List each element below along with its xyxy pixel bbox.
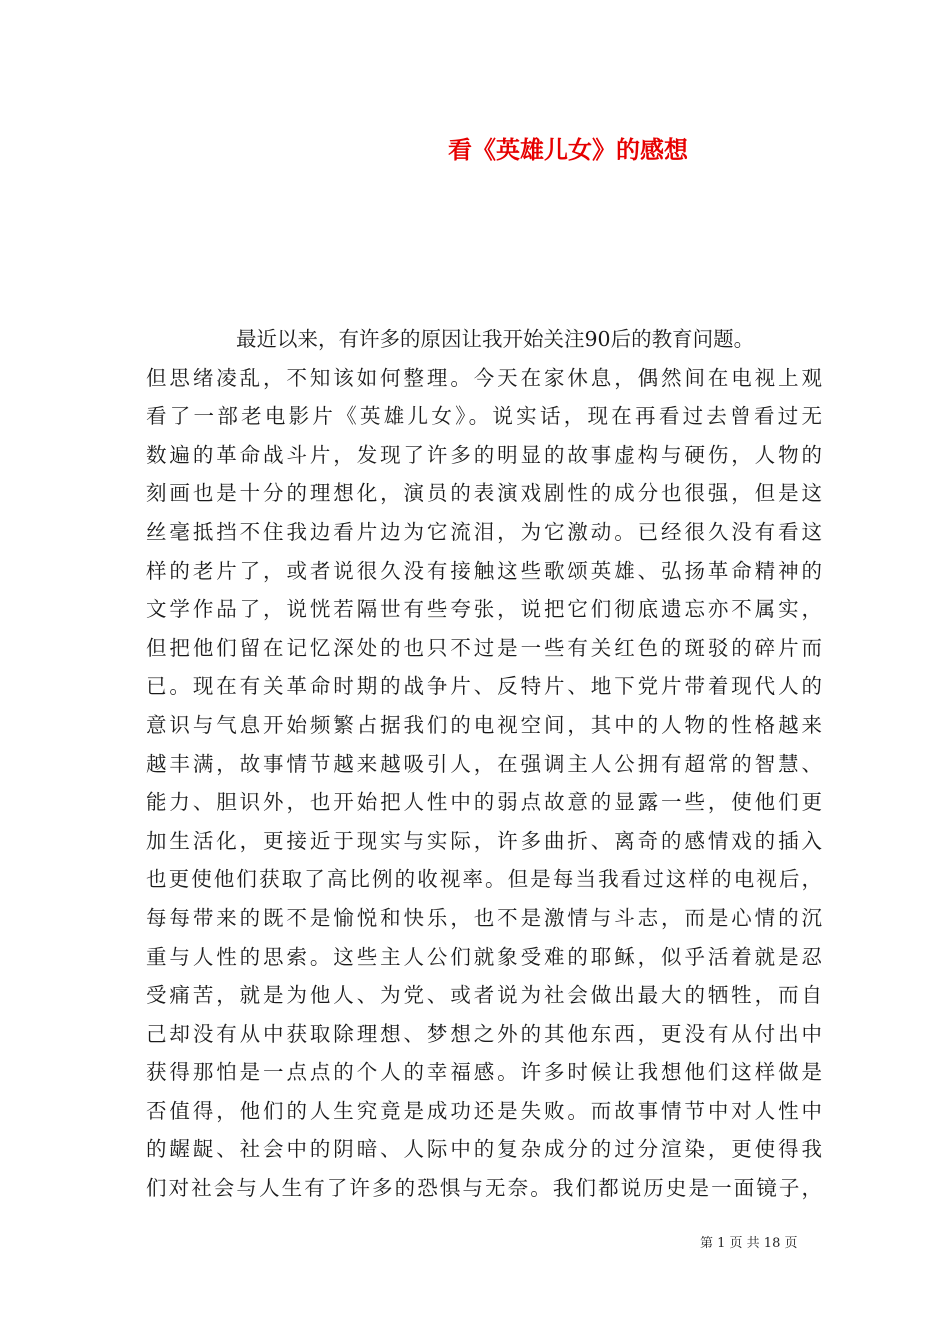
text-line: 否值得，他们的人生究竟是成功还是失败。而故事情节中对人性中 — [146, 1098, 822, 1123]
body-paragraph — [146, 320, 822, 1208]
text-line: 但思绪凌乱，不知该如何整理。今天在家休息，偶然间在电视上观 — [146, 365, 822, 390]
text-line: 己却没有从中获取除理想、梦想之外的其他东西，更没有从付出中 — [146, 1021, 822, 1046]
text-line: 丝毫抵挡不住我边看片边为它流泪，为它激动。已经很久没有看这 — [146, 519, 822, 544]
text-line: 数遍的革命战斗片，发现了许多的明显的故事虚构与硬伤，人物的 — [146, 442, 822, 467]
text-line: 们对社会与人生有了许多的恐惧与无奈。我们都说历史是一面镜子， — [146, 1176, 822, 1201]
text-line: 刻画也是十分的理想化，演员的表演戏剧性的成分也很强，但是这 — [146, 481, 822, 506]
text-line: 受痛苦，就是为他人、为党、或者说为社会做出最大的牺牲，而自 — [146, 983, 822, 1008]
title-area — [0, 130, 950, 170]
page-number-footer: 第 1 页 共 18 页 — [700, 1236, 798, 1251]
text-line: 已。现在有关革命时期的战争片、反特片、地下党片带着现代人的 — [146, 674, 822, 699]
text-line: 重与人性的思索。这些主人公们就象受难的耶稣，似乎活着就是忍 — [146, 944, 822, 969]
text-line: 意识与气息开始频繁占据我们的电视空间，其中的人物的性格越来 — [146, 712, 822, 737]
text-line: 样的老片了，或者说很久没有接触这些歌颂英雄、弘扬革命精神的 — [146, 558, 822, 583]
text-line: 也更使他们获取了高比例的收视率。但是每当我看过这样的电视后， — [146, 867, 822, 892]
text-line: 加生活化，更接近于现实与实际，许多曲折、离奇的感情戏的插入 — [146, 828, 822, 853]
text-line: 越丰满，故事情节越来越吸引人，在强调主人公拥有超常的智慧、 — [146, 751, 822, 776]
text-line: 最近以来，有许多的原因让我开始关注90后的教育问题。 — [236, 327, 755, 351]
text-line: 文学作品了，说恍若隔世有些夸张，说把它们彻底遗忘亦不属实， — [146, 597, 822, 622]
text-line: 看了一部老电影片《英雄儿女》。说实话，现在再看过去曾看过无 — [146, 404, 822, 429]
text-line: 获得那怕是一点点的个人的幸福感。许多时候让我想他们这样做是 — [146, 1060, 822, 1085]
text-line: 但把他们留在记忆深处的也只不过是一些有关红色的斑驳的碎片而 — [146, 635, 822, 660]
document-title: 看《英雄儿女》的感想 — [448, 135, 688, 164]
text-line: 的龌龊、社会中的阴暗、人际中的复杂成分的过分渲染，更使得我 — [146, 1137, 822, 1162]
text-line: 每每带来的既不是愉悦和快乐，也不是激情与斗志，而是心情的沉 — [146, 905, 822, 930]
text-line: 能力、胆识外，也开始把人性中的弱点故意的显露一些，使他们更 — [146, 790, 822, 815]
